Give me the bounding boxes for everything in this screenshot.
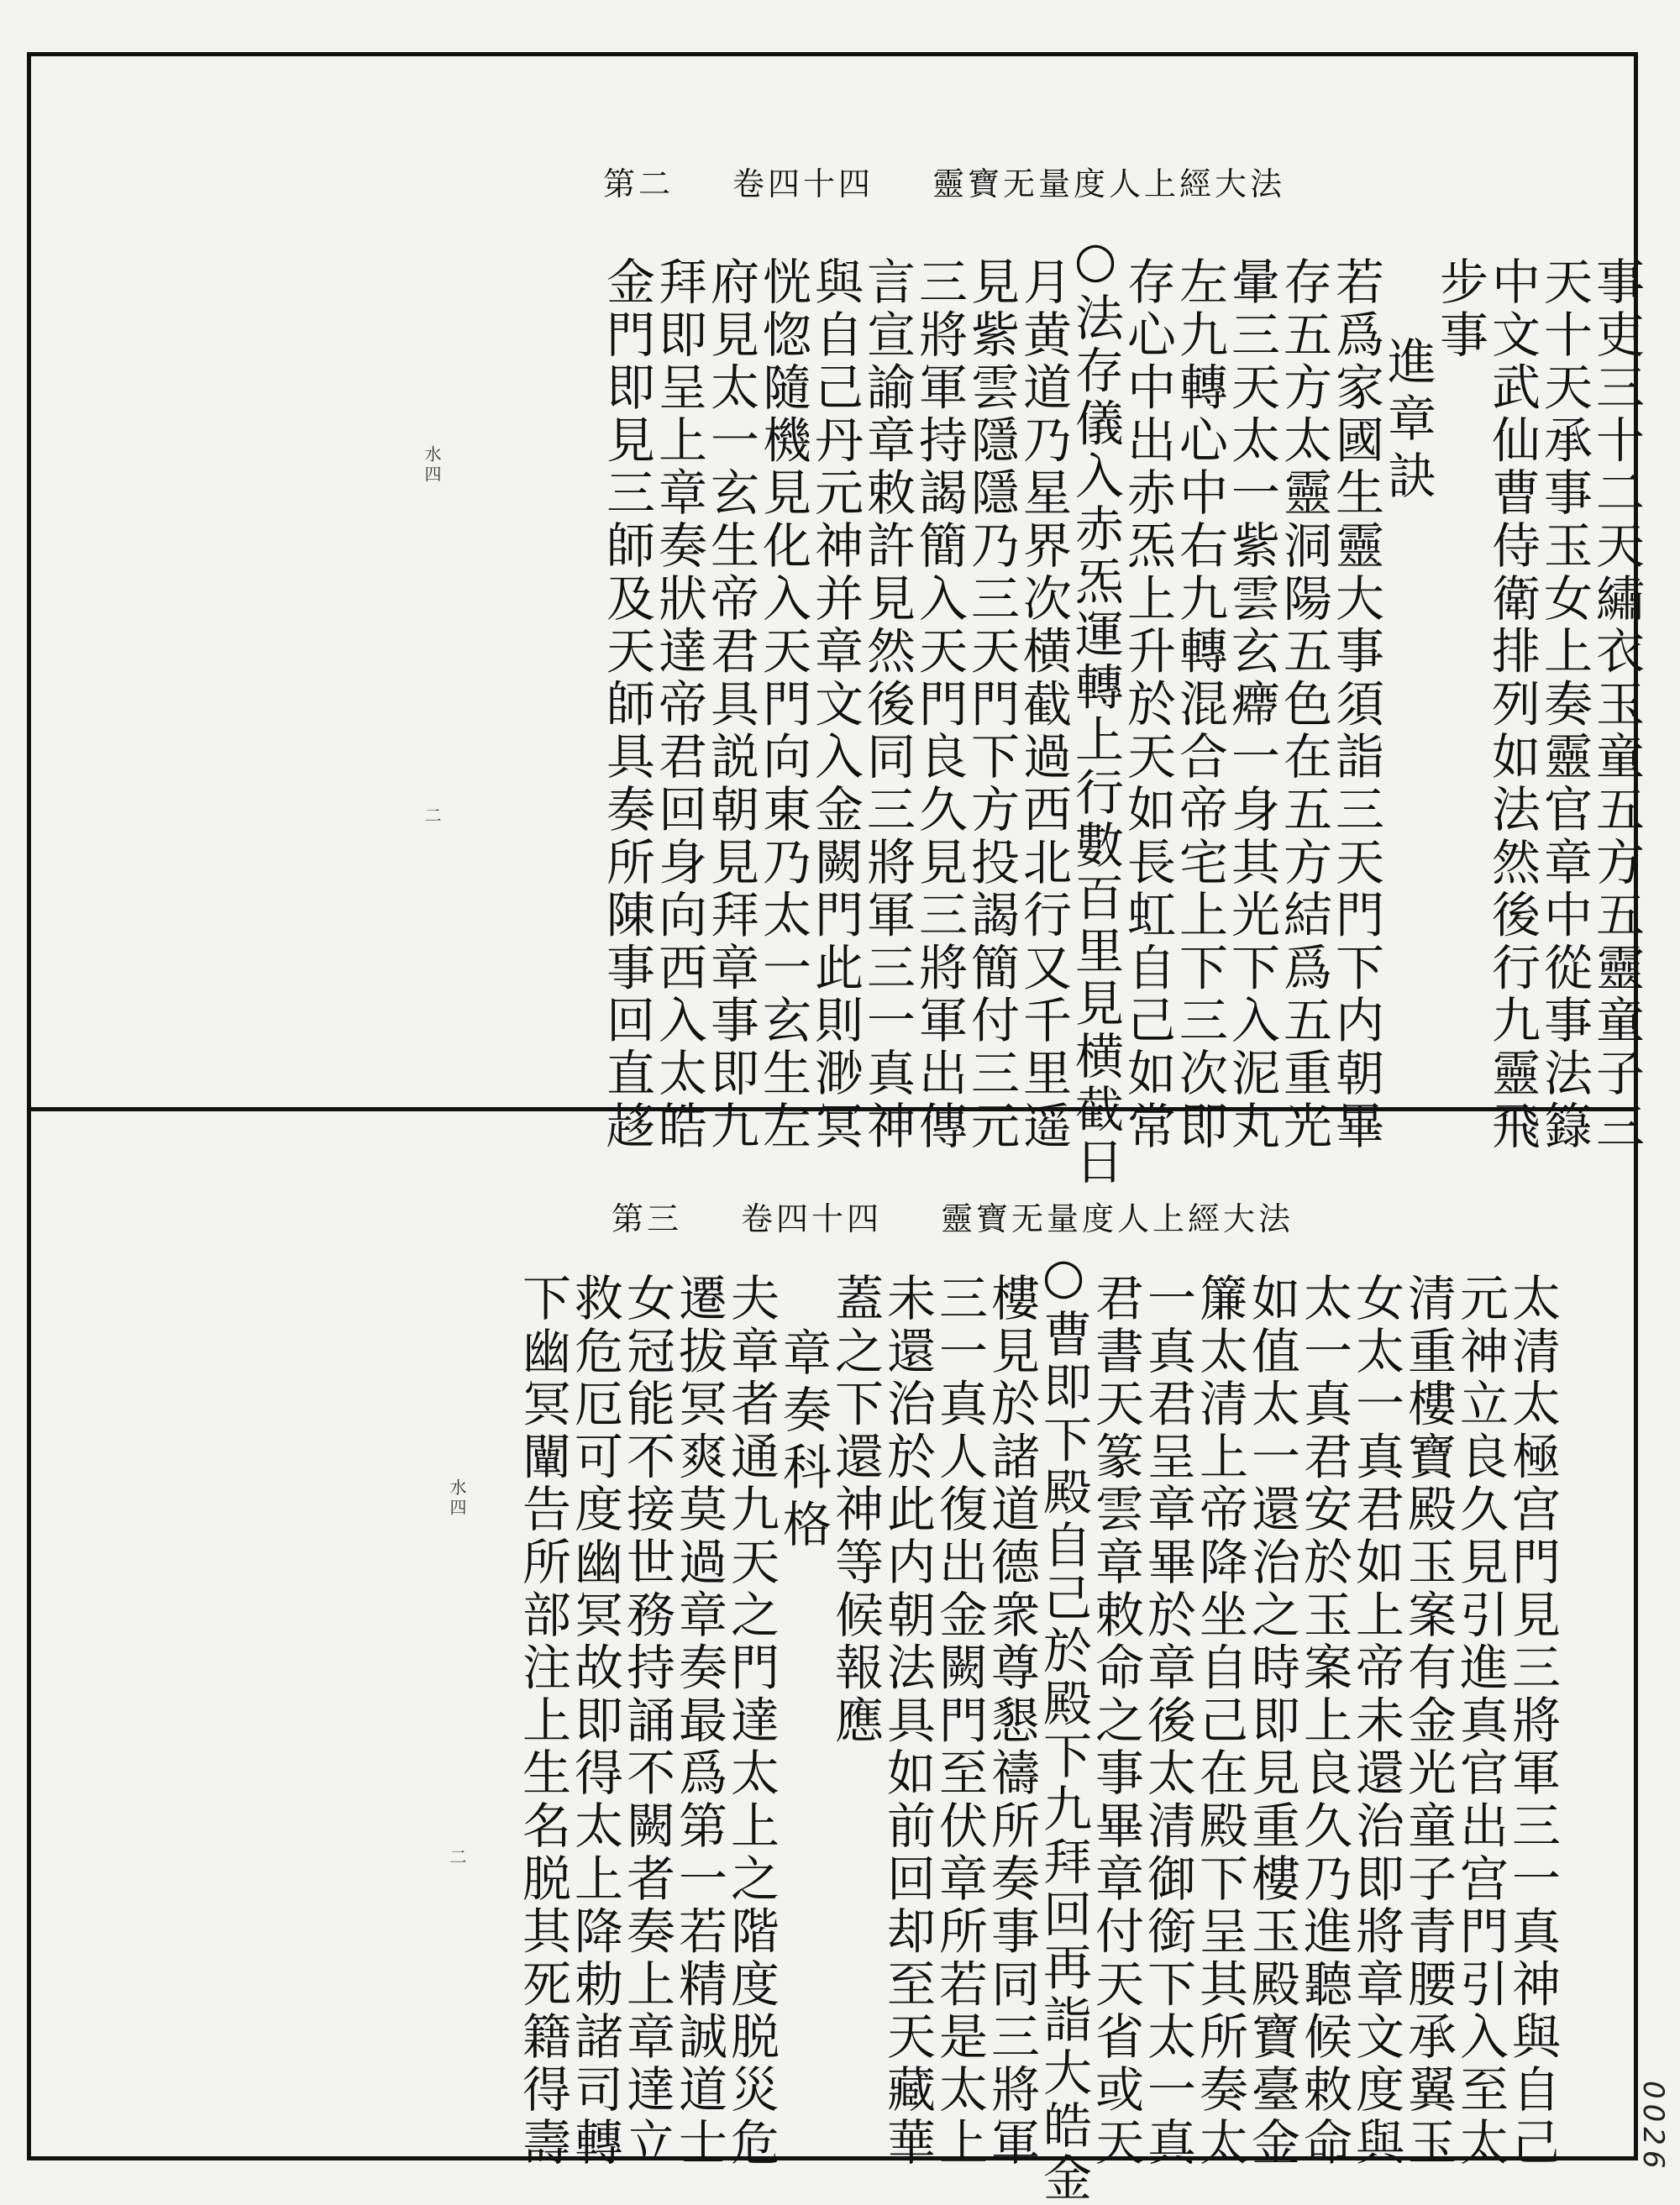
folio-mark: 二 (447, 1848, 467, 1868)
folio-mark: 二 (422, 806, 442, 827)
text-column: 清重樓寶殿玉案有金光童子青腰承翼玉 (1399, 1273, 1457, 2170)
page-number: 0026 (1636, 2081, 1670, 2174)
text-column: 左九轉心中右九轉混合帝宅上下三次即 (1171, 256, 1228, 1153)
text-column: 三一真人復出金闕門至伏章所若是太上 (931, 1273, 988, 2170)
text-column: 元神立良久見引進真官出宫門引入至太 (1452, 1273, 1509, 2170)
header-book-title: 靈寶无量度人上經大法 (932, 165, 1285, 202)
text-column: 太清太極宫門見三將軍三一真神與自己 (1504, 1273, 1561, 2170)
text-column: 月黄道乃星界次横截過西北行又千里遥 (1015, 256, 1072, 1153)
text-column: 太一真君安於玉案上良久乃進聽候敕命 (1295, 1273, 1352, 2170)
text-column: ○曹即下殿自己於殿下九拜回再詣大皓金 (1035, 1247, 1092, 2205)
text-column: 暈三天太一紫雲玄㿃一身其光下入泥丸 (1223, 256, 1280, 1153)
text-column: 一真君呈章畢於章後太清御銜下太一真 (1139, 1273, 1196, 2170)
text-column: ○法存儀入赤炁運轉上行數百里見横截日 (1067, 231, 1124, 1189)
header-bottom (612, 1193, 1294, 1239)
text-column: 未還治於此内朝法具如前回却至天藏華 (879, 1273, 936, 2170)
margin-note: 水四 (422, 445, 442, 486)
text-column: 遷拔冥爽莫過章奏最爲第一若精誠道士 (670, 1273, 727, 2170)
text-column: 三將軍持謁簡入天門良久見三將軍出傳 (911, 256, 968, 1153)
header-book-title: 靈寶无量度人上經大法 (940, 1200, 1294, 1237)
text-column: 救危厄可度幽冥故即得太上降勅諸司轉 (566, 1273, 623, 2170)
text-column: 天十天承事玉女上奏靈官章中從事法籙 (1536, 256, 1593, 1153)
text-column: 金門即見三師及天師具奏所陳事回直趍 (598, 256, 655, 1153)
section-heading: 進章訣 (1379, 336, 1436, 507)
text-column: 下幽冥闡告所部注上生名脱其死籍得壽 (514, 1273, 571, 2170)
header-top (603, 158, 1285, 204)
text-column: 女太一真君如上帝未還治即將章文度與 (1347, 1273, 1404, 2170)
header-volume: 卷四十四 (740, 1200, 882, 1237)
text-column: 恍惚隨機見化入天門向東乃太一玄生左 (754, 256, 811, 1153)
text-column: 簾太清上帝降坐自己在殿下呈其所奏太 (1191, 1273, 1248, 2170)
text-column: 樓見於諸道德衆尊懇禱所奏事同三將軍 (983, 1273, 1040, 2170)
text-column: 若爲家國生靈大事須詣三天門下内朝畢 (1327, 256, 1384, 1153)
header-sheet: 第三 (611, 1200, 682, 1237)
text-column: 拜即呈上章奏狀達帝君回身向西入太皓 (650, 256, 707, 1153)
text-column: 府見太一玄生帝君具説朝見拜章事即九 (702, 256, 759, 1153)
text-column: 存五方太靈洞陽五色在五方結爲五重光 (1275, 256, 1332, 1153)
text-column: 如值太一還治之時即見重樓玉殿寶臺金 (1243, 1273, 1300, 2170)
text-column: 夫章者通九天之門達太上之階度脱災危 (722, 1273, 780, 2170)
header-sheet: 第二 (602, 165, 674, 202)
section-heading: 章奏科格 (774, 1327, 832, 1556)
text-column: 存心中出赤炁上升於天如長虹自己如常 (1119, 256, 1176, 1153)
text-column: 言宣諭章敕許見然後同三將軍三一真神 (858, 256, 916, 1153)
text-column: 與自己丹元神并章文入金闕門此則渺冥 (806, 256, 864, 1153)
margin-note: 水四 (447, 1478, 467, 1519)
text-column: 女冠能不接世務持誦不闕者奏上章達立 (618, 1273, 675, 2170)
text-column: 蓋之下還神等候報應 (827, 1273, 884, 1748)
header-volume: 卷四十四 (732, 165, 874, 202)
text-column: 步事 (1431, 256, 1488, 362)
text-column: 事吏三十二天繡衣玉童五方五靈童子三 (1588, 256, 1645, 1153)
text-column: 中文武仙曹侍衛排列如法然後行九靈飛 (1483, 256, 1541, 1153)
text-column: 見紫雲隱隱乃三天門下方投謁簡付三元 (963, 256, 1020, 1153)
text-column: 君書天篆雲章敕命之事畢章付天省或天 (1087, 1273, 1144, 2170)
